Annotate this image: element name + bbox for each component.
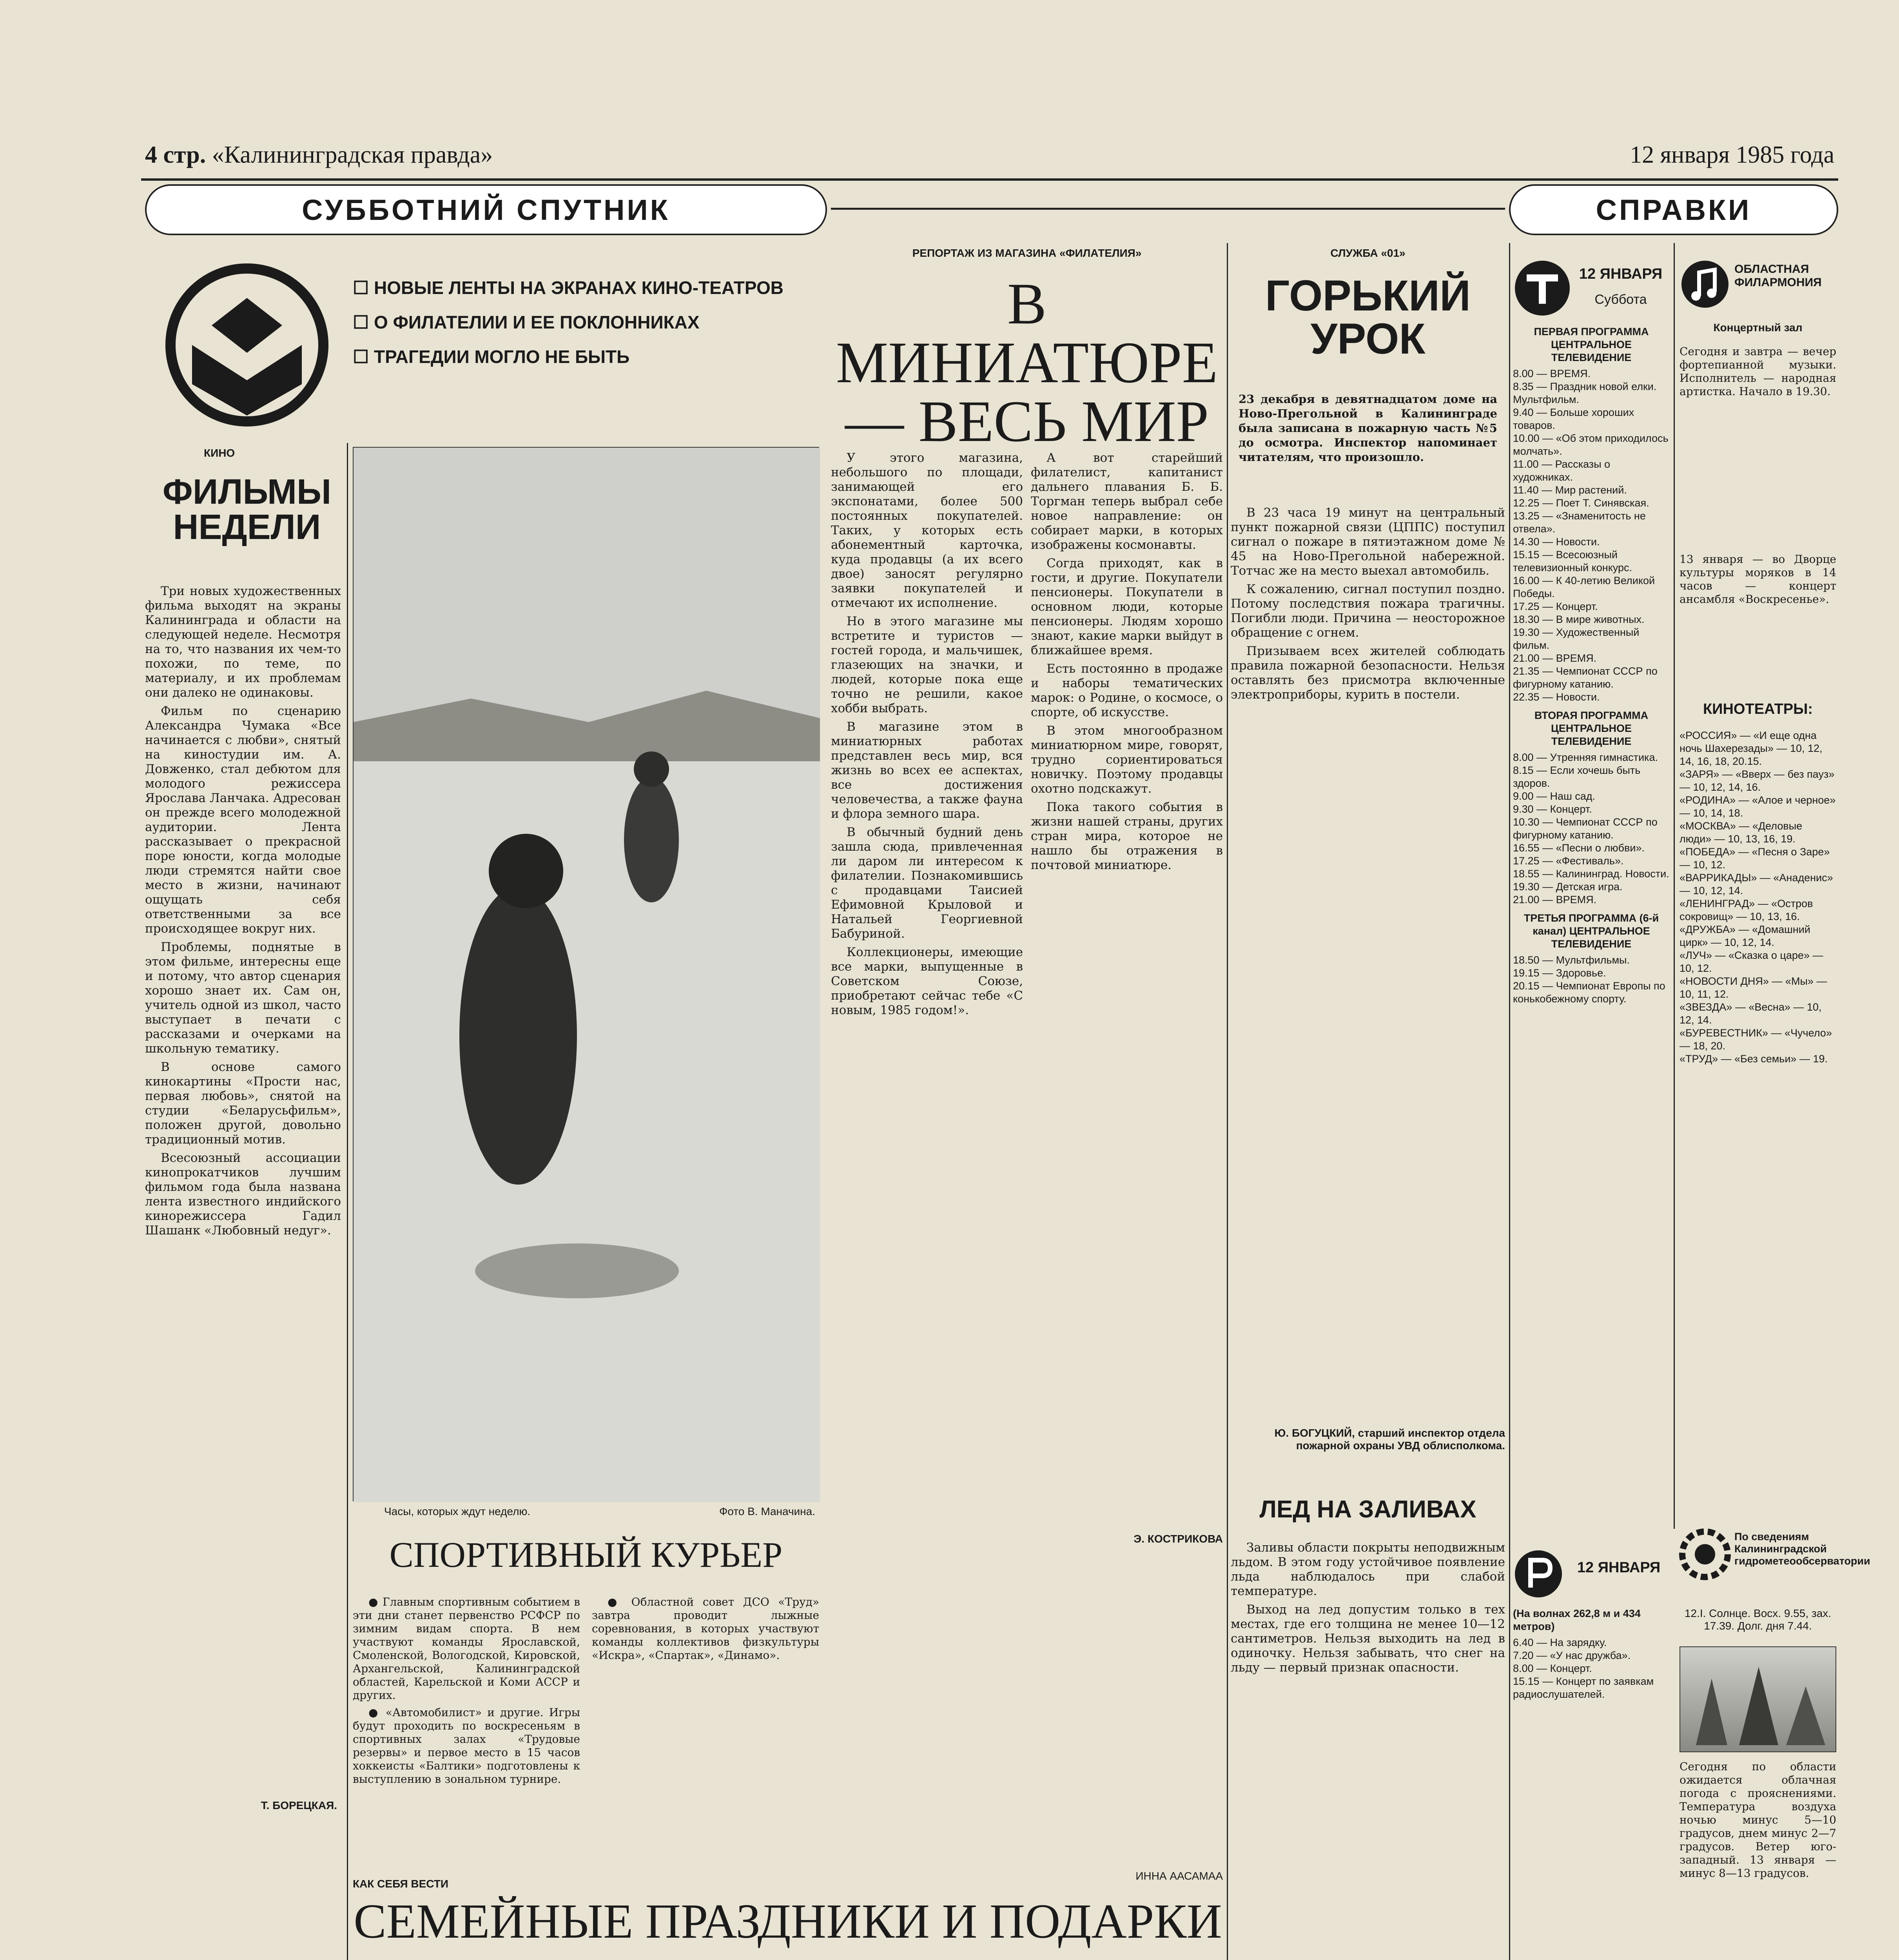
paragraph: ● Областной совет ДСО «Труд» завтра проводит лыжные соревнования, в которых участвуют команды коллективов физкультуры «Искра», «Спартак», «Динамо».: [592, 1595, 819, 1662]
tv-programme-3: ТРЕТЬЯ ПРОГРАММА (6-й канал) ЦЕНТРАЛЬНОЕ ТЕЛЕВИДЕНИЕ: [1524, 912, 1659, 950]
filatelia-signature: Э. КОСТРИКОВА: [1134, 1533, 1223, 1545]
filatelia-col-1: [831, 451, 1023, 1548]
tv-item: 14.30 — Новости.: [1513, 536, 1600, 548]
weather-sun: 12.I. Солнце. Восх. 9.55, зах. 17.39. Долг. дня 7.44.: [1684, 1607, 1832, 1632]
photo-ice-fishing: [353, 447, 819, 1501]
gorky-signature: Ю. БОГУЦКИЙ, старший инспектор отдела пожарной охраны УВД облисполкома.: [1274, 1427, 1505, 1452]
contents-list: [353, 270, 823, 427]
sport-title: СПОРТИВНЫЙ КУРЬЕР: [389, 1535, 783, 1575]
radio-item: 7.20 — «У нас дружба».: [1513, 1650, 1631, 1661]
tv-item: 17.25 — Концерт.: [1513, 601, 1598, 612]
tv-item: 19.30 — Художественный фильм.: [1513, 626, 1640, 651]
tv-schedule: [1513, 325, 1670, 1529]
paragraph: Заливы области покрыты неподвижным льдом. В этом году устойчивое появление льда наблюдалось при слабой температуре.: [1231, 1541, 1505, 1598]
radio-band: (На волнах 262,8 м и 434 метров): [1513, 1608, 1641, 1632]
paragraph: Выход на лед допустим только в тех местах, где его толщина не менее 10—12 сантиметров. Нельзя выходить на лед в одиночку. Нельзя забывать, что снег на льду — первый признак опасности.: [1231, 1602, 1505, 1675]
tv-item: 18.55 — Калининград. Новости.: [1513, 868, 1669, 880]
paragraph: В 23 часа 19 минут на центральный пункт пожарной связи (ЦППС) поступил сигнал о пожаре в пятиэтажном доме № 45 на Ново-Прегольной набережной. Тотчас же на место выехал автомобиль.: [1231, 506, 1505, 578]
tv-item: 19.30 — Детская игра.: [1513, 881, 1623, 893]
tv-item: 13.25 — «Знаменитость не отвела».: [1513, 510, 1646, 535]
tv-item: 10.30 — Чемпионат СССР по фигурному катанию.: [1513, 816, 1658, 841]
paragraph: В обычный будний день зашла сюда, привлеченная ли даром ли интересом к филателии. Познакомившись с продавцами Таисией Ефимовной Крыловой и Натальей Георгиевной Бабуриной.: [831, 825, 1023, 941]
cinema-item: «БУРЕВЕСТНИК» — «Чучело» — 18, 20.: [1680, 1027, 1832, 1052]
weather-org: По сведениям Калининградской гидрометеообсерватории: [1734, 1531, 1870, 1567]
open-book-icon: [165, 263, 329, 427]
photo-caption: Часы, которых ждут неделю.: [384, 1505, 531, 1517]
paragraph: Пока такого события в жизни нашей страны, других стран мира, которое не нашло бы отражения в почтовой миниатюре.: [1031, 800, 1223, 872]
paragraph: В основе самого кинокартины «Прости нас, первая любовь», снятой на студии «Беларусьфильм», положен другой, довольно традиционный мотив.: [145, 1060, 341, 1147]
radio-icon: [1513, 1548, 1564, 1599]
tv-weekday: Суббота: [1594, 292, 1647, 307]
radio-item: 8.00 — Концерт.: [1513, 1662, 1592, 1674]
kinoteatry-list: [1680, 729, 1836, 1513]
tv-item: 8.15 — Если хочешь быть здоров.: [1513, 764, 1641, 789]
weather-icon: [1680, 1529, 1730, 1580]
tv-item: 21.35 — Чемпионат СССР по фигурному катанию.: [1513, 665, 1658, 690]
cinema-item: «РОССИЯ» — «И еще одна ночь Шахерезады» — 10, 12, 14, 16, 18, 20.15.: [1680, 730, 1823, 767]
filatelia-kicker: РЕПОРТАЖ ИЗ МАГАЗИНА «ФИЛАТЕЛИЯ»: [912, 247, 1142, 259]
philharmonia-extra: 13 января — во Дворце культуры моряков в 14 часов — концерт ансамбля «Воскресенье».: [1680, 553, 1836, 606]
cinema-item: «ЛЕНИНГРАД» — «Остров сокровищ» — 10, 13, 16.: [1680, 898, 1813, 922]
section-band-right: СПРАВКИ: [1509, 184, 1838, 235]
paragraph: Призываем всех жителей соблюдать правила пожарной безопасности. Нельзя оставлять без присмотра включенные электроприборы, курить в постели.: [1231, 644, 1505, 702]
section-band-left: СУББОТНИЙ СПУТНИК: [145, 184, 827, 235]
kinoteatry-title: КИНОТЕАТРЫ:: [1703, 701, 1813, 717]
sport-col-1: [353, 1595, 580, 1878]
radio-schedule: [1513, 1607, 1670, 1960]
tv-item: 9.00 — Наш сад.: [1513, 790, 1596, 802]
kino-body: [145, 584, 341, 1807]
gorky-kicker: СЛУЖБА «01»: [1330, 247, 1406, 259]
semya-title: СЕМЕЙНЫЕ ПРАЗДНИКИ И ПОДАРКИ: [354, 1895, 1222, 1949]
cinema-item: «ЛУЧ» — «Сказка о царе» — 10, 12.: [1680, 949, 1823, 974]
contents-item[interactable]: ☐ ТРАГЕДИИ МОГЛО НЕ БЫТЬ: [353, 347, 630, 367]
radio-logo: [1513, 1548, 1564, 1599]
cinema-item: «ВАРРИКАДЫ» — «Анаденис» — 10, 12, 14.: [1680, 872, 1833, 897]
tv-item: 11.00 — Рассказы о художниках.: [1513, 458, 1611, 483]
paragraph: Коллекционеры, имеющие все марки, выпущенные в Советском Союзе, приобретают сейчас тебе «С новым, 1985 годом!».: [831, 945, 1023, 1017]
tv-item: 8.00 — Утренняя гимнастика.: [1513, 751, 1658, 763]
kino-signature: Т. БОРЕЦКАЯ.: [261, 1799, 337, 1811]
tv-logo: [1513, 259, 1572, 318]
tv-item: 9.30 — Концерт.: [1513, 803, 1592, 815]
tv-item: 15.15 — Всесоюзный телевизионный конкурс.: [1513, 549, 1632, 573]
weather-photo: [1680, 1646, 1836, 1752]
paragraph: К сожалению, сигнал поступил поздно. Потому последствия пожара трагичны. Погибли люди. Причина — неосторожное обращение с огнем.: [1231, 582, 1505, 640]
paragraph: Но в этого магазине мы встретите и туристов — гостей города, и мальчишек, глазеющих на значки, и людей, которые пока еще точно не решили, какое хобби выбрать.: [831, 614, 1023, 715]
radio-item: 6.40 — На зарядку.: [1513, 1637, 1607, 1648]
column-rule: [1509, 243, 1510, 1960]
cinema-item: «РОДИНА» — «Алое и черное» — 10, 14, 18.: [1680, 794, 1836, 819]
tv-item: 19.15 — Здоровье.: [1513, 967, 1606, 979]
kino-title: ФИЛЬМЫ НЕДЕЛИ: [162, 472, 332, 547]
tv-item: 20.15 — Чемпионат Европы по конькобежному спорту.: [1513, 980, 1665, 1005]
paragraph: Есть постоянно в продаже и наборы тематических марок: о Родине, о космосе, о спорте, об искусстве.: [1031, 662, 1223, 719]
cinema-item: «ЗАРЯ» — «Вверх — без пауз» — 10, 12, 14, 16.: [1680, 768, 1835, 793]
supplement-logo: [165, 263, 329, 427]
tv-item: 17.25 — «Фестиваль».: [1513, 855, 1624, 867]
column-rule: [1674, 243, 1675, 1529]
page-number: 4 стр.: [145, 142, 206, 168]
tv-item: 10.00 — «Об этом приходилось молчать».: [1513, 432, 1669, 457]
cinema-item: «ЗВЕЗДА» — «Весна» — 10, 12, 14.: [1680, 1001, 1822, 1026]
tv-day: 12 ЯНВАРЯ: [1579, 266, 1663, 282]
tv-programme-1: ПЕРВАЯ ПРОГРАММА ЦЕНТРАЛЬНОЕ ТЕЛЕВИДЕНИЕ: [1534, 326, 1649, 363]
kino-rubric: КИНО: [204, 447, 235, 459]
contents-item[interactable]: ☐ О ФИЛАТЕЛИИ И ЕЕ ПОКЛОННИКАХ: [353, 312, 700, 332]
philharmonia-text: Сегодня и завтра — вечер фортепианной музыки. Исполнитель — народная артистка. Начало в 19.30.: [1680, 345, 1836, 398]
tv-item: 16.55 — «Песни о любви».: [1513, 842, 1645, 854]
filatelia-col-2: [1031, 451, 1223, 1533]
cinema-item: «МОСКВА» — «Деловые люди» — 10, 13, 16, 19.: [1680, 820, 1803, 845]
paragraph: В этом многообразном миниатюрном мире, говорят, трудно сориентироваться новичку. Поэтому продавцы охотно подскажут.: [1031, 724, 1223, 796]
page-date: 12 января 1985 года: [1630, 142, 1834, 168]
cinema-item: «ДРУЖБА» — «Домашний цирк» — 10, 12, 14.: [1680, 924, 1810, 948]
header-rule: [141, 178, 1838, 181]
column-rule: [1227, 243, 1228, 1960]
photo-image: [354, 448, 820, 1502]
filatelia-author: ИННА ААСАМАА: [1135, 1870, 1223, 1882]
philharmonia-hall: Концертный зал: [1713, 321, 1803, 334]
tv-item: 16.00 — К 40-летию Великой Победы.: [1513, 575, 1655, 599]
paragraph: ● Главным спортивным событием в эти дни станет первенство РСФСР по зимним видам спорта. В нем участвуют команды Ярославской, Смоленской, Вологодской, Кировской, Архангельской, Калининградской областей, Карельской и Коми АССР и других.: [353, 1595, 580, 1702]
radio-item: 15.15 — Концерт по заявкам радиослушателей.: [1513, 1675, 1654, 1700]
tv-item: 8.35 — Праздник новой елки. Мультфильм.: [1513, 381, 1657, 405]
gorky-body: [1231, 506, 1505, 1423]
tv-item: 8.00 — ВРЕМЯ.: [1513, 368, 1591, 379]
filatelia-title: В МИНИАТЮРЕ— ВЕСЬ МИР: [836, 271, 1218, 454]
philharmonia-logo: [1680, 259, 1730, 310]
music-icon: [1680, 259, 1730, 310]
philharmonia-org: ОБЛАСТНАЯ ФИЛАРМОНИЯ: [1734, 263, 1822, 289]
led-title: ЛЕД НА ЗАЛИВАХ: [1259, 1496, 1476, 1523]
winter-trees-image: [1680, 1647, 1837, 1753]
paragraph: В магазине этом в миниатюрных работах представлен весь мир, вся жизнь во всех ее аспектах, все достижения человечества, а также фауна и флора земного шара.: [831, 720, 1023, 821]
contents-item[interactable]: ☐ НОВЫЕ ЛЕНТЫ НА ЭКРАНАХ КИНО-ТЕАТРОВ: [353, 278, 784, 298]
sport-col-2: [592, 1595, 819, 1878]
tv-item: 12.25 — Поет Т. Синявская.: [1513, 497, 1649, 509]
paragraph: Фильм по сценарию Александра Чумака «Все начинается с любви», снятый на киностудии им. А. Довженко, стал дебютом для молодого режиссера Ярослава Ланчака. Адресован он прежде всего молодежной аудитории. Лента рассказывает о прекрасной поре юности, когда молодые люди стремятся найти свое место в жизни, начинают ощущать себя ответственными за все происходящее вокруг них.: [145, 704, 341, 936]
tv-item: 11.40 — Мир растений.: [1513, 484, 1627, 496]
photo-credit: Фото В. Маначина.: [719, 1505, 815, 1517]
tv-item: 18.30 — В мире животных.: [1513, 613, 1645, 625]
paragraph: Проблемы, поднятые в этом фильме, интересны еще и потому, что автор сценария хорошо знает их. Сам он, учитель одной из школ, часто выступает в печати с рассказами и очерками на школьную тематику.: [145, 940, 341, 1056]
paragraph: ● «Автомобилист» и другие. Игры будут проходить по воскресеньям в спортивных залах «Трудовые резервы» и первое место в 15 часов хоккеисты «Балтики» подготовлены к выступлению в зональном турнире.: [353, 1706, 580, 1786]
gorky-lead: 23 декабря в девятнадцатом доме на Ново-Прегольной в Калининграде была записана в пожарную часть №5 до осмотра. Инспектор напоминает читателям, что произошло.: [1239, 392, 1497, 464]
weather-logo: [1680, 1529, 1730, 1580]
cinema-item: «ПОБЕДА» — «Песня о Заре» — 10, 12.: [1680, 846, 1830, 871]
paragraph: Три новых художественных фильма выходят на экраны Калининграда и области на следующей неделе. Несмотря на то, что названия их чем-то похожи, по теме, по материалу, и их проблемам они далеко не одинаковы.: [145, 584, 341, 700]
radio-day: 12 ЯНВАРЯ: [1577, 1559, 1661, 1576]
cinema-item: «НОВОСТИ ДНЯ» — «Мы» — 10, 11, 12.: [1680, 975, 1827, 1000]
tv-item: 21.00 — ВРЕМЯ.: [1513, 894, 1597, 906]
tv-item: 9.40 — Больше хороших товаров.: [1513, 407, 1634, 431]
tv-programme-2: ВТОРАЯ ПРОГРАММА ЦЕНТРАЛЬНОЕ ТЕЛЕВИДЕНИЕ: [1534, 710, 1649, 747]
led-body: [1231, 1541, 1505, 1960]
band-rule: [831, 208, 1505, 210]
paragraph: Всесоюзный ассоциации кинопрокатчиков лучшим фильмом года была названа лента известного индийского кинорежиссера Гадил Шашанк «Любовный недуг».: [145, 1151, 341, 1238]
semya-rubric: КАК СЕБЯ ВЕСТИ: [353, 1878, 449, 1890]
weather-text: Сегодня по области ожидается облачная погода с прояснениями. Температура воздуха ночью минус 5—10 градусов, днем минус 2—7 градусов. Ветер юго-западный. 13 января — минус 8—13 градусов.: [1680, 1760, 1836, 1880]
paragraph: А вот старейший филателист, капитанист дальнего плавания Б. Б. Торгман теперь выбрал себе новое направление: он собирает марки, в которых изображены космонавты.: [1031, 451, 1223, 552]
gorky-title: ГОРЬКИЙ УРОК: [1265, 272, 1471, 363]
paragraph: Согда приходят, как в гости, и другие. Покупатели пенсионеры. Покупатели в основном люди, которые пенсионеры. Людям хорошо знают, какие марки выйдут в ближайшее время.: [1031, 556, 1223, 657]
tv-icon: [1513, 259, 1572, 318]
column-rule: [347, 443, 348, 1960]
tv-item: 21.00 — ВРЕМЯ.: [1513, 652, 1597, 664]
cinema-item: «ТРУД» — «Без семьи» — 19.: [1680, 1053, 1828, 1065]
tv-item: 18.50 — Мультфильмы.: [1513, 954, 1630, 966]
paragraph: У этого магазина, небольшого по площади, занимающей его экспонатами, более 500 постоянных покупателей. Таких, у которых есть абонементный карточка, куда продавцы (а их всего двое) заносят регулярно заявки покупателей и отмечают их исполнение.: [831, 451, 1023, 610]
page-header-left: [145, 141, 929, 176]
tv-item: 22.35 — Новости.: [1513, 691, 1600, 703]
paper-name: «Калининградская правда»: [212, 142, 493, 168]
